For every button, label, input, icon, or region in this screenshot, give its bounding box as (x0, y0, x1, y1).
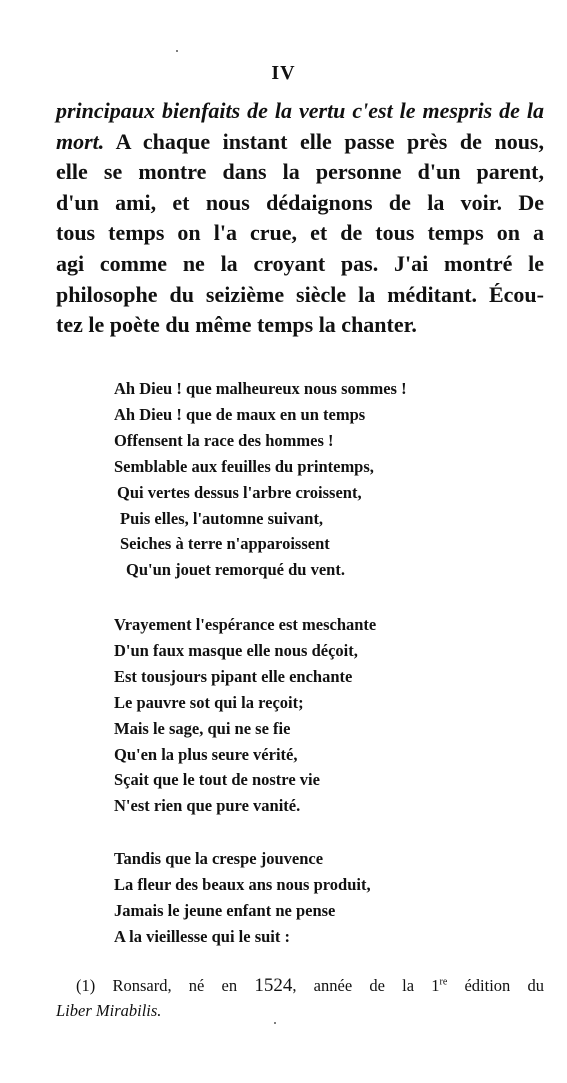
poem-verse: Sçait que le tout de nostre vie (114, 770, 320, 790)
poem-verse: Offensent la race des hommes ! (114, 430, 334, 450)
prose-italic-text: mort. (56, 128, 105, 154)
prose-line: tous temps on l'a crue, et de tous temps on a (56, 220, 544, 246)
poem-stanza-3 (114, 846, 514, 950)
footnote-line (56, 973, 544, 998)
poem-verse: Vrayement l'espérance est meschante (114, 615, 377, 634)
paper-speck (274, 1022, 276, 1024)
footnote-book-title: Liber Mirabilis. (56, 1001, 162, 1020)
poem-verse: Seiches à terre n'apparoissent (120, 534, 330, 554)
paper-speck (176, 50, 178, 52)
poem-verse: Mais le sage, qui ne se fie (114, 718, 291, 738)
poem-verse: Le pauvre sot qui la reçoit; (114, 692, 304, 712)
prose-paragraph (56, 96, 544, 341)
prose-line: elle se montre dans la personne d'un parent, (56, 159, 544, 185)
prose-line (56, 127, 544, 158)
prose-line (56, 96, 544, 127)
poem-stanza-1 (114, 376, 514, 583)
poem-verse: Est tousjours pipant elle enchante (114, 666, 353, 686)
poem-verse: Qu'en la plus seure vérité, (114, 744, 298, 764)
poem-verse: Jamais le jeune enfant ne pense (114, 900, 336, 920)
footnote (56, 973, 544, 1023)
poem-stanza-2 (114, 612, 514, 819)
footnote-text: Ronsard, né en (95, 976, 255, 995)
footnote-year: 1524 (254, 975, 293, 996)
poem-verse: N'est rien que pure vanité. (114, 796, 301, 816)
poem-verse: D'un faux masque elle nous déçoit, (114, 640, 358, 660)
prose-italic-text: principaux bienfaits de la vertu c'est le mespris de la (56, 98, 544, 123)
poem-verse: Ah Dieu ! que de maux en un temps (114, 404, 366, 424)
prose-line: agi comme ne la croyant pas. J'ai montré le (56, 250, 544, 276)
footnote-ordinal-suffix: re (439, 976, 448, 988)
poem-verse: Ah Dieu ! que malheureux nous sommes ! (114, 379, 407, 398)
poem-verse: Qu'un jouet remorqué du vent. (126, 560, 345, 580)
footnote-marker: (1) (76, 976, 96, 995)
page-number: IV (271, 62, 296, 84)
footnote-text: édition du (447, 976, 544, 995)
prose-line: tez le poète du même temps la chanter. (56, 312, 417, 338)
poem-verse: A la vieillesse qui le suit : (114, 926, 291, 946)
poem-verse: Qui vertes dessus l'arbre croissent, (117, 482, 362, 502)
prose-text: A chaque instant elle passe près de nous, (104, 128, 544, 154)
prose-line: d'un ami, et nous dédaignons de la voir. De (56, 189, 544, 215)
footnote-line (56, 998, 544, 1023)
poem-verse: Tandis que la crespe jouvence (114, 849, 324, 868)
prose-line: philosophe du seizième siècle la méditant. Écou- (56, 281, 544, 307)
poem-verse: La fleur des beaux ans nous produit, (114, 874, 371, 894)
poem-verse: Semblable aux feuilles du printemps, (114, 456, 374, 476)
footnote-ordinal: 1 (431, 976, 440, 995)
footnote-text: , année de la (292, 976, 432, 995)
poem-verse: Puis elles, l'automne suivant, (120, 508, 324, 528)
